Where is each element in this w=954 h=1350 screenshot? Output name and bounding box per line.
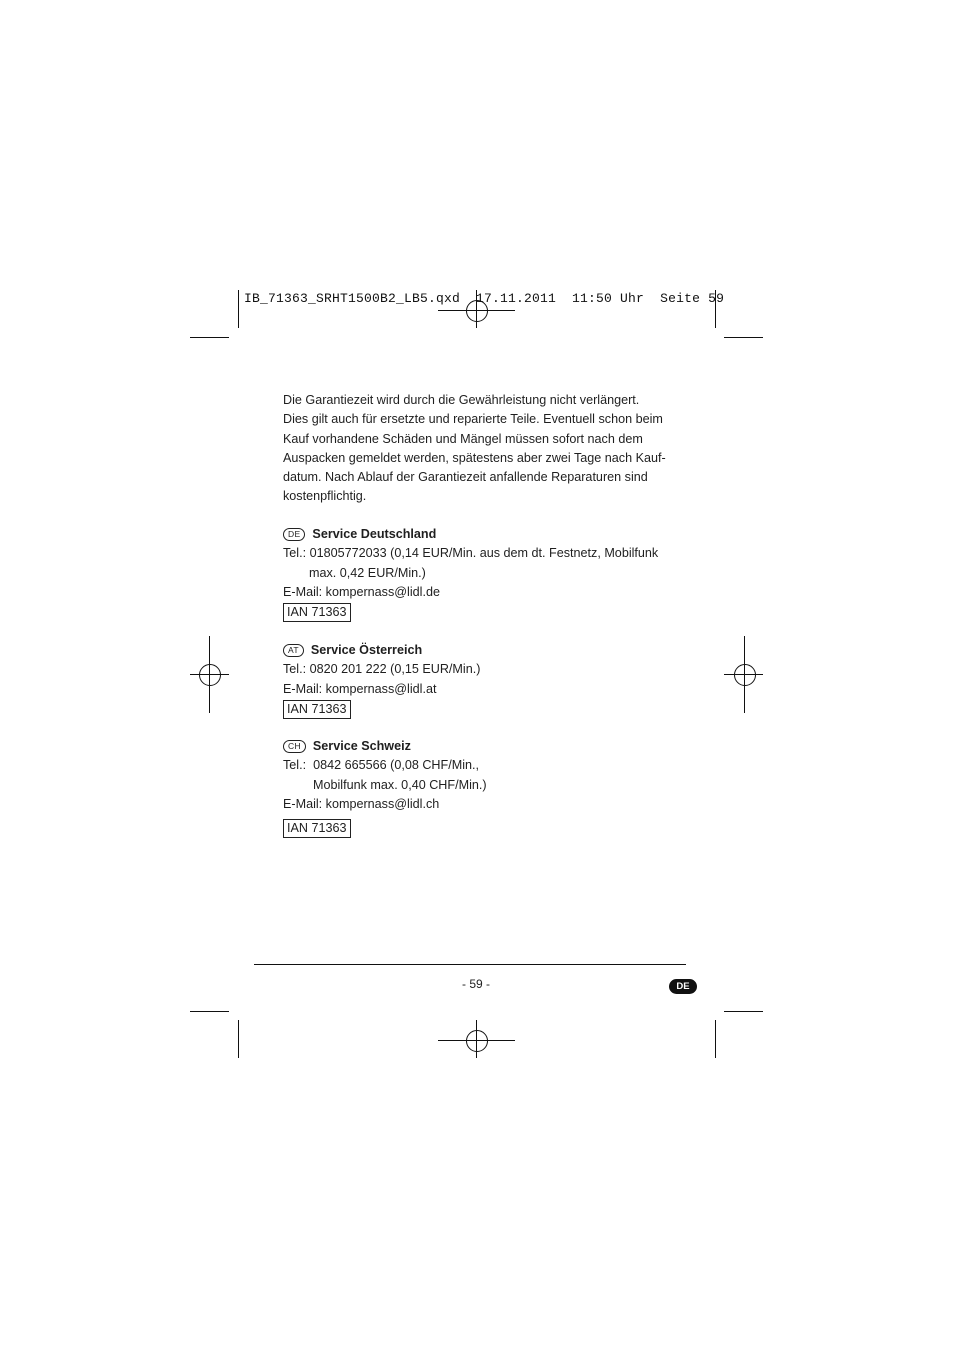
page-number: - 59 - (461, 977, 490, 991)
paragraph-line: Kauf vorhandene Schäden und Mängel müssen sofort nach dem (283, 431, 643, 446)
service-heading (283, 525, 703, 544)
paragraph-line: datum. Nach Ablauf der Garantiezeit anfallende Reparaturen sind (283, 470, 648, 485)
paragraph-line: Die Garantiezeit wird durch die Gewährleistung nicht verlängert. (283, 393, 640, 407)
paragraph-line: Dies gilt auch für ersetzte und reparierte Teile. Eventuell schon beim (283, 412, 663, 427)
service-email: E-Mail: kompernass@lidl.de (283, 584, 440, 599)
paragraph-line: Auspacken gemeldet werden, spätestens aber zwei Tage nach Kauf- (283, 450, 666, 465)
paragraph-line: kostenpflichtig. (283, 489, 367, 504)
country-badge-at: AT (283, 644, 304, 657)
service-block-de (283, 525, 703, 622)
service-block-at (283, 641, 703, 719)
service-tel: Tel.: 01805772033 (0,14 EUR/Min. aus dem dt. Festnetz, Mobilfunk (283, 546, 659, 561)
service-tel-cont: max. 0,42 EUR/Min.) (309, 565, 426, 580)
ian-box: IAN 71363 (283, 700, 351, 719)
service-title: Service Deutschland (312, 527, 437, 541)
service-tel: Tel.: 0842 665566 (0,08 CHF/Min., (283, 758, 480, 773)
language-badge: DE (669, 979, 697, 994)
service-heading (283, 737, 703, 756)
print-slug: IB_71363_SRHT1500B2_LB5.qxd 17.11.2011 11:50 Uhr Seite 59 (244, 291, 725, 306)
ian-box: IAN 71363 (283, 603, 351, 622)
service-heading (283, 641, 703, 660)
service-tel-cont: Mobilfunk max. 0,40 CHF/Min.) (313, 777, 487, 792)
service-email: E-Mail: kompernass@lidl.at (283, 681, 437, 696)
ian-box: IAN 71363 (283, 819, 351, 838)
warranty-paragraph (283, 391, 683, 507)
country-badge-de: DE (283, 528, 305, 541)
service-title: Service Österreich (310, 643, 423, 657)
country-badge-ch: CH (283, 740, 306, 753)
service-email: E-Mail: kompernass@lidl.ch (283, 796, 440, 811)
service-tel: Tel.: 0820 201 222 (0,15 EUR/Min.) (283, 662, 481, 677)
service-title: Service Schweiz (312, 739, 411, 753)
footer-rule (254, 964, 686, 965)
service-block-ch (283, 737, 703, 838)
